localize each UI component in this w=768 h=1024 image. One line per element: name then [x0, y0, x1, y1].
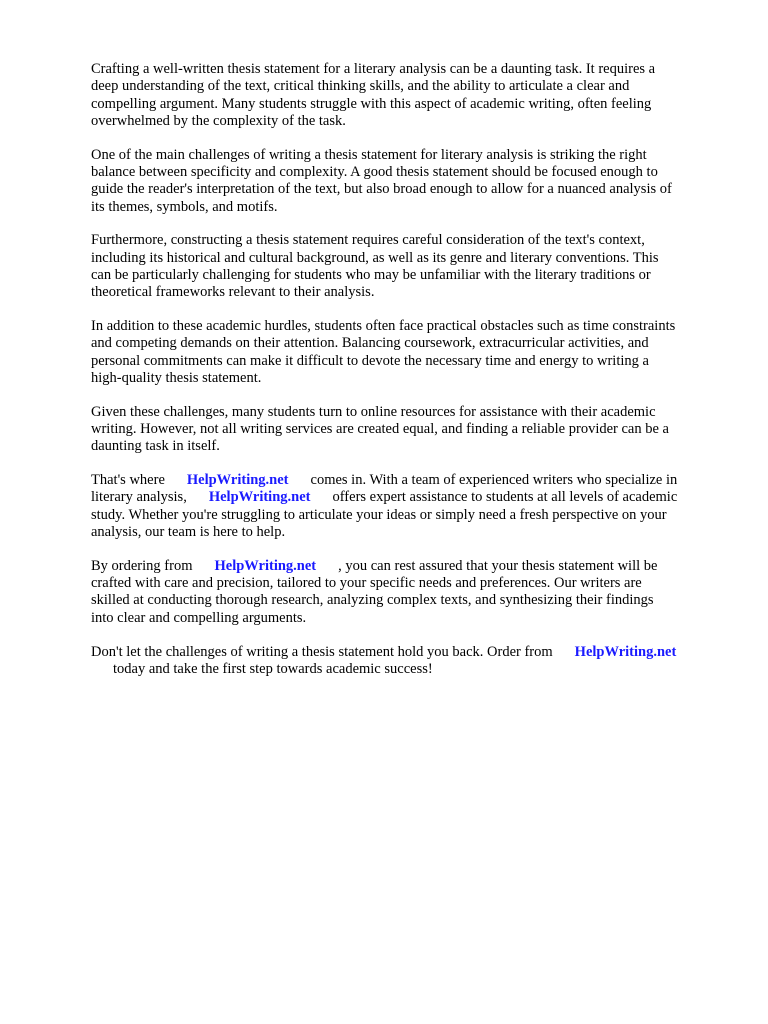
text-fragment: today and take the first step towards academic success!: [113, 660, 433, 677]
text-fragment: , you can rest assured that your thesis statement will be: [338, 557, 658, 574]
text-line: Given these challenges, many students turn to online resources for assistance with their academic: [91, 403, 656, 420]
text-line: study. Whether you're struggling to articulate your ideas or simply need a fresh perspective on your: [91, 506, 667, 523]
text-line: into clear and compelling arguments.: [91, 609, 307, 626]
text-line: balance between specificity and complexity. A good thesis statement should be focused enough to: [91, 163, 658, 180]
paragraph-2: [91, 147, 731, 216]
text-line: [91, 489, 731, 506]
helpwriting-link[interactable]: HelpWriting.net: [574, 643, 677, 660]
paragraph-4: [91, 318, 731, 387]
text-line: One of the main challenges of writing a thesis statement for literary analysis is striking the right: [91, 146, 647, 163]
text-line: including its historical and cultural background, as well as its genre and literary conventions. This: [91, 249, 659, 266]
text-line: skilled at conducting thorough research, analyzing complex texts, and synthesizing their findings: [91, 592, 654, 609]
text-line: Crafting a well-written thesis statement for a literary analysis can be a daunting task. It requires a: [91, 61, 656, 77]
document-page: [91, 61, 731, 695]
text-line: analysis, our team is here to help.: [91, 524, 286, 541]
text-fragment: literary analysis,: [91, 489, 187, 506]
helpwriting-link[interactable]: HelpWriting.net: [186, 472, 289, 489]
paragraph-3: [91, 232, 731, 301]
text-line: In addition to these academic hurdles, students often face practical obstacles such as time constraints: [91, 318, 676, 335]
helpwriting-link[interactable]: HelpWriting.net: [214, 557, 317, 574]
paragraph-8: [91, 644, 731, 679]
text-fragment: Don't let the challenges of writing a thesis statement hold you back. Order from: [91, 643, 553, 660]
text-line: crafted with care and precision, tailored to your specific needs and preferences. Our writers are: [91, 575, 642, 592]
text-line: [91, 644, 731, 661]
text-line: personal commitments can make it difficult to devote the necessary time and energy to writing a: [91, 352, 649, 369]
text-line: [91, 558, 731, 575]
text-line: can be particularly challenging for students who may be unfamiliar with the literary traditions or: [91, 266, 651, 283]
paragraph-5: [91, 404, 731, 456]
text-line: overwhelmed by the complexity of the task.: [91, 112, 346, 129]
text-fragment: offers expert assistance to students at all levels of academic: [332, 489, 678, 506]
text-line: daunting task in itself.: [91, 438, 220, 455]
text-line: theoretical frameworks relevant to their analysis.: [91, 284, 375, 301]
text-line: its themes, symbols, and motifs.: [91, 198, 278, 215]
text-fragment: That's where: [91, 472, 165, 489]
text-line: [91, 661, 731, 678]
paragraph-1: [91, 61, 731, 130]
text-line: guide the reader's interpretation of the text, but also broad enough to allow for a nuanced analysis of: [91, 181, 672, 198]
text-line: [91, 472, 731, 489]
paragraph-6: [91, 472, 731, 541]
text-fragment: comes in. With a team of experienced writers who specialize in: [310, 472, 678, 489]
text-line: writing. However, not all writing services are created equal, and finding a reliable provider can be a: [91, 421, 669, 438]
text-fragment: By ordering from: [91, 557, 193, 574]
helpwriting-link[interactable]: HelpWriting.net: [208, 489, 311, 506]
text-line: and competing demands on their attention. Balancing coursework, extracurricular activities, and: [91, 335, 649, 352]
text-line: high-quality thesis statement.: [91, 369, 262, 386]
text-line: compelling argument. Many students struggle with this aspect of academic writing, often feeling: [91, 95, 652, 112]
paragraph-7: [91, 558, 731, 627]
text-line: deep understanding of the text, critical thinking skills, and the ability to articulate a clear and: [91, 78, 630, 95]
text-line: Furthermore, constructing a thesis statement requires careful consideration of the text's context,: [91, 232, 645, 249]
